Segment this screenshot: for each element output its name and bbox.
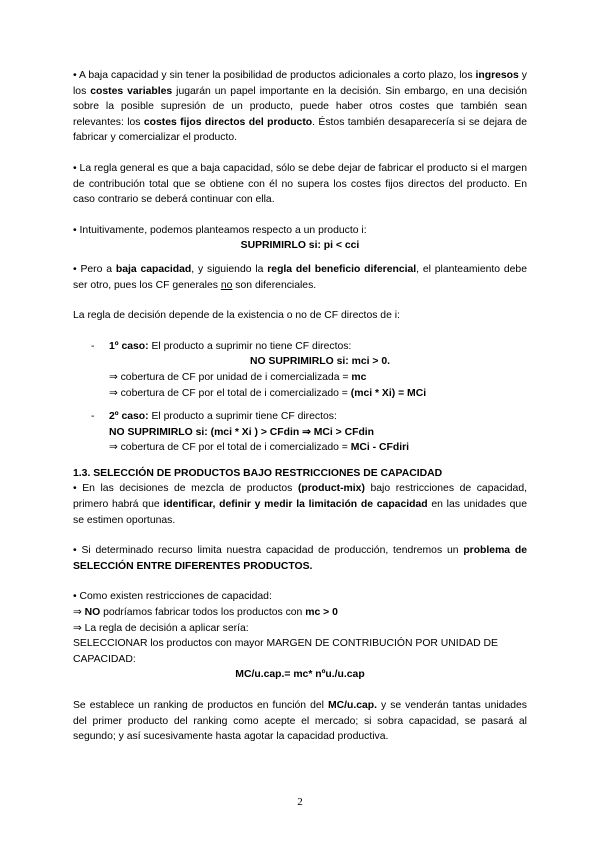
case-2-formula: NO SUPRIMIRLO si: (mci * Xi ) > CFdin ⇒ MCi > CFdin	[109, 426, 375, 438]
formula-mc-ucap: MC/u.cap.= mc* nºu./u.cap	[235, 669, 365, 681]
paragraph-decision-rule: La regla de decisión depende de la existencia o no de CF directos de i:	[73, 310, 400, 322]
paragraph-intuitive: • Intuitivamente, podemos planteamos respecto a un producto i:	[73, 224, 367, 236]
paragraph-low-capacity: • A baja capacidad y sin tener la posibilidad de productos adicionales a corto plazo, los ingresos y los costes variables jugarán un papel importante en la decisión. Sin embargo, en una decisión sobre la posible supresión de un producto, puede haber otros costes que también sean relevantes: los costes fijos directos del producto. Éstos también desaparecería si se dejara de fabricar y comercializar el producto.	[73, 70, 528, 144]
paragraph-general-rule: • La regla general es que a baja capacidad, sólo se debe dejar de fabricar el producto si el margen de contribución total que se obtiene con él no supera los costes fijos directos del producto. En caso contrario se deberá continuar con ella.	[73, 162, 527, 206]
paragraph-selection-problem: • Si determinado recurso limita nuestra capacidad de producción, tendremos un problema de SELECCIÓN ENTRE DIFERENTES PRODUCTOS.	[73, 545, 528, 572]
case-2: - 2º caso: El producto a suprimir tiene CF directos: NO SUPRIMIRLO si: (mci * Xi ) > CFdin ⇒ MCi > CFdin ⇒ cobertura de CF por el total de i comercializado = MCi - CFdiri	[73, 409, 527, 456]
paragraph-restrictions: • Como existen restricciones de capacidad:	[73, 591, 272, 603]
paragraph-rule-apply: ⇒ La regla de decisión a aplicar sería:	[73, 622, 249, 634]
case-1-formula: NO SUPRIMIRLO si: mci > 0.	[249, 356, 390, 368]
page-number: 2	[297, 796, 303, 808]
paragraph-no-fabricar: ⇒ NO podríamos fabricar todos los productos con mc > 0	[73, 607, 338, 619]
paragraph-product-mix: • En las decisiones de mezcla de productos (product-mix) bajo restricciones de capacidad, primero habrá que identificar, definir y medir la limitación de capacidad en las unidades que se estimen oportunas.	[73, 483, 527, 526]
paragraph-ranking: Se establece un ranking de productos en función del MC/u.cap. y se venderán tantas unidades del primer producto del ranking como acepte el mercado; si sobra capacidad, se pasará al segundo; y así sucesivamente hasta agotar la capacidad productiva.	[73, 700, 527, 743]
paragraph-differential-rule: • Pero a baja capacidad, y siguiendo la regla del beneficio diferencial, el planteamiento debe ser otro, pues los CF generales no son diferenciales.	[73, 263, 527, 291]
page-body	[73, 68, 527, 745]
formula-suprimirlo: SUPRIMIRLO si: pi < cci	[240, 240, 360, 252]
paragraph-seleccionar: SELECCIONAR los productos con mayor MARGEN DE CONTRIBUCIÓN POR UNIDAD DE CAPACIDAD:	[73, 638, 498, 665]
case-1: - 1º caso: El producto a suprimir no tiene CF directos: NO SUPRIMIRLO si: mci > 0. ⇒ cobertura de CF por unidad de i comercializada = mc ⇒ cobertura de CF por el total de i comercializado = (mci * Xi) = MCi	[73, 339, 527, 401]
section-heading: 1.3. SELECCIÓN DE PRODUCTOS BAJO RESTRICCIONES DE CAPACIDAD	[73, 467, 443, 479]
